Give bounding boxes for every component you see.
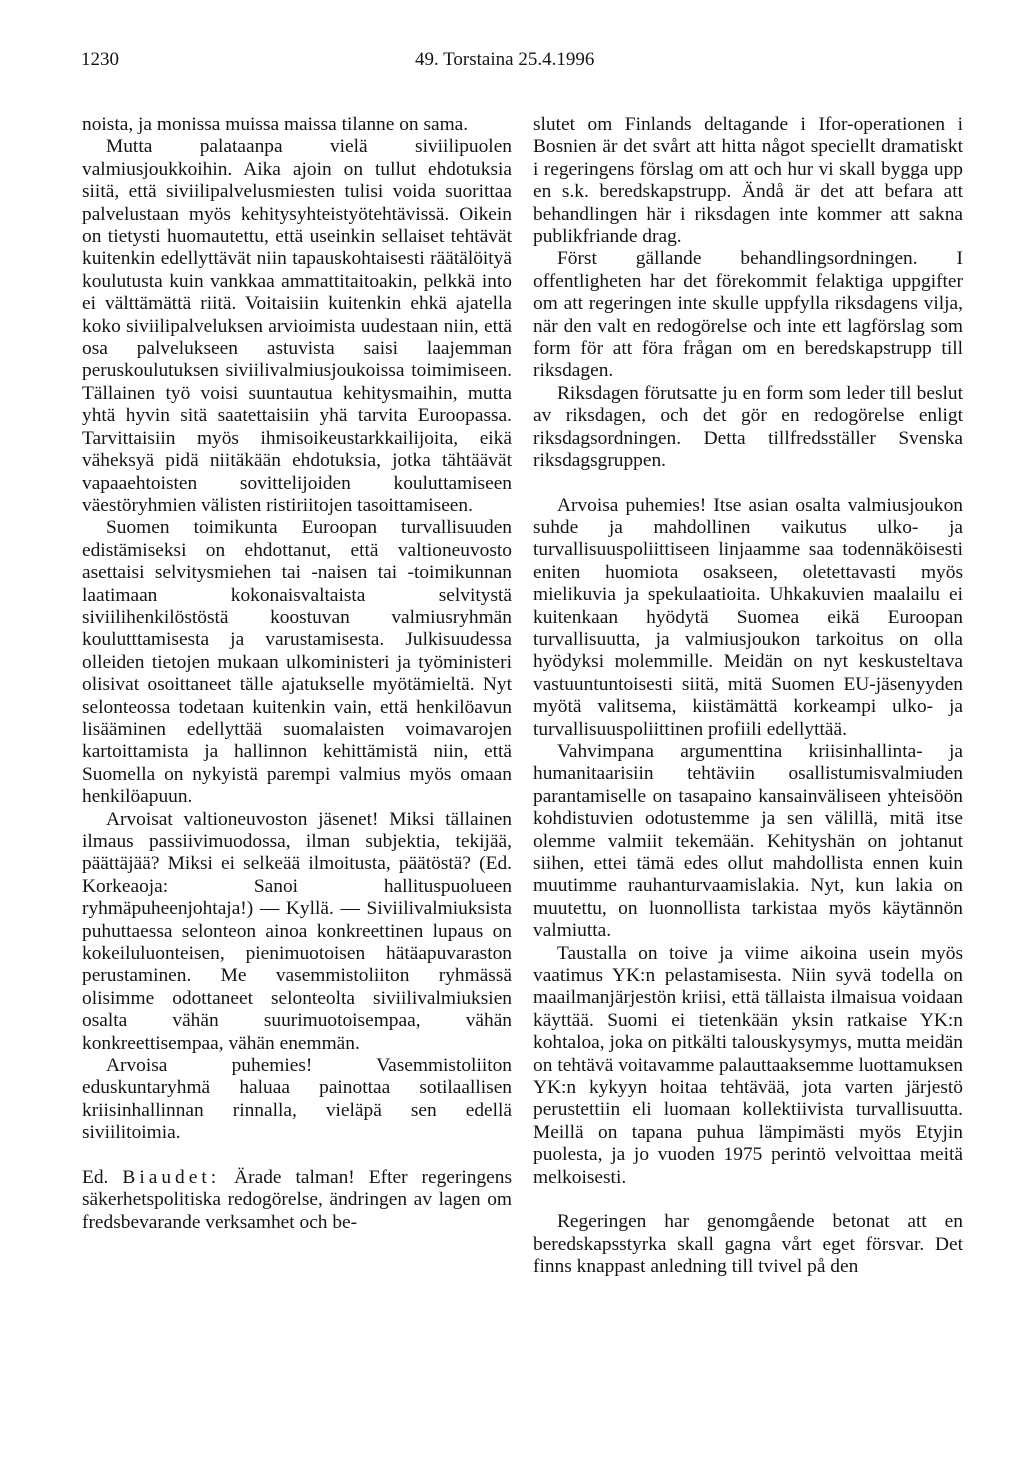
paragraph: noista, ja monissa muissa maissa tilanne on sama.: [82, 114, 469, 135]
left-column: [82, 114, 512, 1234]
speaker-prefix: Ed.: [82, 1166, 109, 1188]
paragraph: Först gällande behandlingsordningen. I offentligheten har det förekommit felaktiga uppgifter om att regeringen inte skulle uppfylla riksdagens vilja, när den valt en redogörelse och inte ett lagförslag som form för att föra frågan om en beredskapstrupp till riksdagen.: [533, 248, 963, 382]
page-number: 1230: [81, 49, 119, 70]
paragraph: Regeringen har genomgående betonat att en beredskapsstyrka skall gagna vårt eget försvar. Det finns knappast anledning till tvivel på den: [533, 1211, 963, 1277]
running-head: 49. Torstaina 25.4.1996: [415, 49, 595, 70]
right-column: [533, 114, 963, 1278]
speaker-text: Ärade talman! Efter regeringens säkerhetspolitiska redogörelse, ändringen av lagen om fredsbevarande verksamhet och be-: [82, 1166, 512, 1233]
paragraph: Vahvimpana argumenttina kriisinhallinta- ja humanitaarisiin tehtäviin osallistumisvalmiuden parantamiselle on tasapaino kansainväliseen yhteisöön kohdistuvien odotustemme ja sen välillä, mitä itse olemme valmiit tekemään. Kehityshän on johtanut siihen, ettei tämä edes ollut mahdollista ennen kuin muutimme rauhanturvaamislakia. Nyt, kun lakia on muutettu, on luonnollista tarkistaa myös käytännön valmiutta.: [533, 740, 963, 942]
paragraph: Arvoisa puhemies! Vasemmistoliiton eduskuntaryhmä haluaa painottaa sotilaallisen kriisinhallinnan rinnalla, vieläpä sen edellä siviilitoimia.: [82, 1055, 512, 1144]
paragraph: Riksdagen förutsatte ju en form som leder till beslut av riksdagen, och det gör en redogörelse enligt riksdagsordningen. Detta tillfredsställer Svenska riksdagsgruppen.: [533, 382, 963, 472]
paragraph: Mutta palataanpa vielä siviilipuolen valmiusjoukkoihin. Aika ajoin on tullut ehdotuksia siitä, että siviilipalvelusmiesten tulisi voida suorittaa palvelustaan myös kehitysyhteistyötehtävissä. Oikein on tietysti huomautettu, että useinkin sellaiset tehtävät kuitenkin edellyttävät niin tapauskohtaisesti räätälöityä koulutusta kuin vankkaa ammattitaitoakin, pelkkä into ei välttämättä riitä. Voitaisiin kuitenkin ehkä ajatella koko siviilipalveluksen arvioimista uudestaan niin, että osa palvelukseen astuvista saisi laajemman peruskoulutuksen siviilivalmiusjoukoissa toimimiseen. Tällainen työ voisi suuntautua kehitysmaihin, mutta yhtä hyvin sitä saatettaisiin yhä tarvita Euroopassa. Tarvittaisiin myös ihmisoikeustarkkailijoita, eikä väheksyä pidä niitäkään ehdotuksia, jotka tähtäävät vapaaehtoisten sovittelijoiden kouluttamiseen väestöryhmien välisten ristiriitojen tasoittamiseen.: [82, 136, 512, 516]
speaker-name: Biaudet:: [122, 1166, 221, 1188]
paragraph: slutet om Finlands deltagande i Ifor-operationen i Bosnien är det svårt att hitta något speciellt dramatiskt i regeringens förslag om att och hur vi skall bygga upp en s.k. beredskapstrupp. Ändå är det att befara att behandlingen här i riksdagen inte kommer att sakna publikfriande drag.: [533, 114, 963, 248]
paragraph: Taustalla on toive ja viime aikoina usein myös vaatimus YK:n pelastamisesta. Niin syvä todella on maailmanjärjestön kriisi, että tällaista ilmaisua voidaan käyttää. Suomi ei tietenkään yksin ratkaise YK:n kohtaloa, joka on pitkälti talouskysymys, mutta meidän on tehtävä voitavamme palauttaaksemme luottamuksen YK:n kykyyn hoitaa tehtävää, jota varten järjestö perustettiin eli luomaan kollektiivista turvallisuutta. Meillä on tapana puhua lämpimästi myös Etyjin puolesta, ja jo vuoden 1975 perintö velvoittaa meitä melkoisesti.: [533, 942, 963, 1188]
page-header: [0, 49, 1024, 73]
paragraph: Arvoisat valtioneuvoston jäsenet! Miksi tällainen ilmaus passiivimuodossa, ilman subjektia, tekijää, päättäjää? Miksi ei selkeää ilmoitusta, päätöstä? (Ed. Korkeaoja: Sanoi hallituspuolueen ryhmäpuheenjohtaja!) — Kyllä. — Siviilivalmiuksista puhuttaessa selonteon ainoa konkreettinen lupaus on kokeiluluonteisen, pienimuotoisen hätäapuvaraston perustaminen. Me vasemmistoliiton ryhmässä olisimme odottaneet selonteolta siviilivalmiuksien osalta vähän suurimuotoisempaa, vähän konkreettisempaa, vähän enemmän.: [82, 808, 512, 1054]
paragraph: Suomen toimikunta Euroopan turvallisuuden edistämiseksi on ehdottanut, että valtioneuvosto asettaisi selvitysmiehen tai -naisen tai -toimikunnan laatimaan kokonaisvaltaista selvitystä siviilihenkilöstöstä koostuvan valmiusryhmän koulutttamisesta ja varustamisesta. Julkisuudessa olleiden tietojen mukaan ulkoministeri ja työministeri olisivat osoittaneet tälle ajatukselle myötämieltä. Nyt selonteossa todetaan kuitenkin vain, että henkilöavun lisääminen edellyttää suomalaisten voimavarojen kartoittamista ja hallinnon kehittämistä niin, että Suomella on nykyistä parempi valmius myös omaan henkilöapuun.: [82, 517, 512, 808]
paragraph: Arvoisa puhemies! Itse asian osalta valmiusjoukon suhde ja mahdollinen vaikutus ulko- ja turvallisuuspoliittiseen linjaamme saa todennäköisesti eniten huomiota osakseen, oletettavasti myös mielikuvia ja spekulaatioita. Uhkakuvien maalailu ei kuitenkaan hyödytä Suomea eikä Euroopan turvallisuutta, ja valmiusjoukon tarkoitus on olla hyödyksi molemmille. Meidän on nyt keskusteltava vastuuntuntoisesti siitä, mitä Suomen EU-jäsenyyden myötä valitsema, kiistämättä korkeampi ulko- ja turvallisuuspoliittinen profiili edellyttää.: [533, 494, 963, 740]
speaker-paragraph: [82, 1167, 512, 1234]
